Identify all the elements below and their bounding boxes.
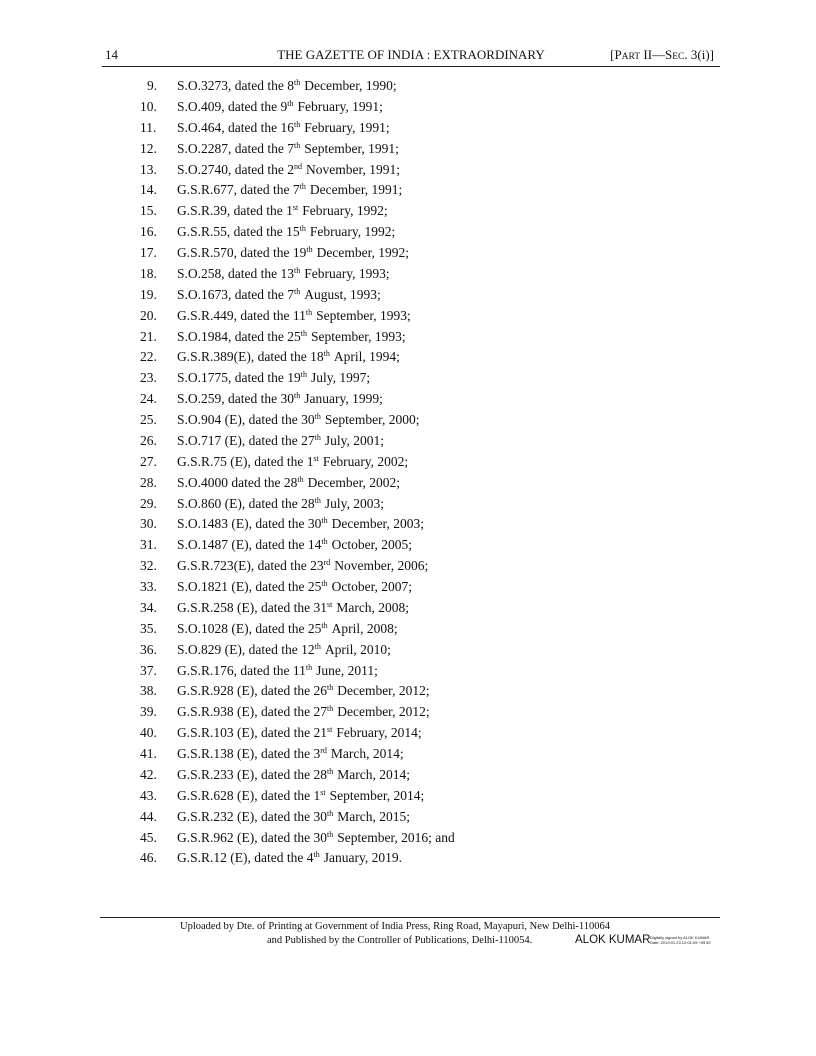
item-date: December, 1990;	[304, 78, 397, 93]
page-header	[102, 44, 720, 67]
item-reference: S.O.1028 (E), dated the 25	[177, 620, 322, 636]
item-reference: S.O.860 (E), dated the 28	[177, 495, 315, 511]
digital-signature-name: ALOK KUMAR	[575, 934, 651, 946]
item-date: August, 1993;	[304, 286, 381, 302]
list-item	[140, 681, 455, 702]
item-reference: G.S.R.928 (E), dated the 26	[177, 683, 327, 699]
item-number: 30.	[140, 516, 157, 532]
ordinal-suffix: th	[314, 412, 321, 421]
item-date: December, 2002;	[307, 474, 401, 490]
item-number: 9.	[147, 78, 158, 93]
item-reference: S.O.1483 (E), dated the 30	[177, 516, 322, 532]
ordinal-suffix: th	[326, 829, 334, 839]
item-date: July, 2001;	[324, 432, 384, 448]
list-item	[140, 180, 455, 201]
ordinal-suffix: th	[287, 98, 294, 108]
item-reference: S.O.2287, dated the 7	[177, 140, 294, 156]
item-date: September, 2000;	[324, 412, 420, 427]
item-number: 41.	[140, 746, 157, 761]
item-reference: G.S.R.258 (E), dated the 31	[177, 599, 327, 615]
item-reference: G.S.R.176, dated the 11	[177, 662, 306, 678]
item-date: December, 2003;	[331, 516, 425, 532]
item-date: September, 2014;	[329, 787, 425, 803]
item-date: April, 2010;	[324, 641, 391, 657]
list-item	[140, 598, 455, 619]
list-item	[140, 765, 455, 786]
item-date: December, 1991;	[309, 182, 403, 198]
item-number: 26.	[140, 432, 157, 448]
list-item	[140, 494, 455, 515]
item-date: September, 1991;	[304, 140, 399, 156]
ordinal-suffix: th	[300, 328, 307, 338]
item-number: 20.	[140, 307, 157, 323]
item-reference: S.O.259, dated the 30	[177, 391, 294, 407]
item-date: March, 2014;	[337, 766, 410, 782]
item-number: 16.	[140, 224, 157, 240]
ordinal-suffix: th	[326, 683, 334, 693]
list-item	[140, 577, 455, 598]
item-reference: S.O.1821 (E), dated the 25	[177, 579, 322, 594]
list-item	[140, 118, 455, 139]
item-reference: S.O.409, dated the 9	[177, 98, 288, 114]
ordinal-suffix: th	[294, 391, 301, 401]
item-reference: S.O.829 (E), dated the 12	[177, 641, 315, 657]
item-number: 39.	[140, 704, 157, 720]
item-date: March, 2008;	[336, 599, 410, 615]
ordinal-suffix: th	[297, 474, 304, 484]
page-number: 14	[105, 47, 118, 62]
footer-line-1: Uploaded by Dte. of Printing at Government of India Press, Ring Road, Mayapuri, New Delhi-110064	[180, 921, 611, 932]
list-item	[140, 807, 455, 828]
list-item	[140, 828, 455, 849]
item-number: 31.	[140, 537, 157, 553]
item-date: January, 1999;	[304, 391, 383, 407]
item-reference: G.S.R.389(E), dated the 18	[177, 349, 324, 365]
item-number: 43.	[140, 787, 157, 803]
ordinal-suffix: th	[326, 766, 334, 776]
list-item	[140, 243, 455, 264]
ordinal-suffix: th	[321, 537, 328, 547]
ordinal-suffix: th	[305, 662, 313, 672]
footer-divider	[100, 917, 720, 918]
item-number: 38.	[140, 683, 157, 699]
ordinal-suffix: th	[321, 579, 328, 588]
ordinal-suffix: th	[294, 286, 301, 296]
ordinal-suffix: rd	[323, 558, 331, 568]
list-item	[140, 201, 455, 222]
item-reference: G.S.R.75 (E), dated the 1	[177, 453, 314, 469]
ordinal-suffix: th	[314, 641, 321, 651]
ordinal-suffix: th	[306, 245, 313, 254]
list-item	[140, 619, 455, 640]
ordinal-suffix: th	[321, 516, 328, 526]
item-date: January, 2019.	[323, 850, 402, 866]
item-date: February, 1993;	[304, 265, 390, 281]
ordinal-suffix: th	[314, 432, 321, 442]
item-date: February, 1991;	[304, 119, 390, 135]
item-date: February, 1992;	[309, 224, 396, 240]
item-date: February, 2002;	[322, 453, 409, 469]
list-item	[140, 640, 455, 661]
ordinal-suffix: th	[299, 224, 306, 234]
digital-signature-detail: Digitally signed by ALOK KUMAR Date: 2019.01.23 12:01:09 +05'30'	[650, 935, 712, 945]
list-item	[140, 327, 455, 348]
list-item	[140, 76, 455, 97]
item-number: 45.	[140, 829, 157, 845]
item-reference: G.S.R.55, dated the 15	[177, 224, 300, 240]
ordinal-suffix: th	[305, 307, 313, 317]
list-item	[140, 452, 455, 473]
item-number: 18.	[140, 265, 157, 281]
ordinal-suffix: th	[313, 850, 320, 860]
ordinal-suffix: th	[294, 119, 301, 129]
item-date: November, 1991;	[306, 161, 400, 177]
ordinal-suffix: st	[313, 453, 319, 463]
item-number: 34.	[140, 599, 157, 615]
item-date: March, 2015;	[337, 808, 410, 824]
item-date: April, 2008;	[331, 620, 398, 636]
item-date: November, 2006;	[334, 558, 429, 574]
list-item	[140, 368, 455, 389]
item-date: December, 2012;	[337, 704, 430, 720]
ordinal-suffix: th	[326, 704, 334, 714]
item-number: 14.	[140, 182, 157, 198]
item-reference: S.O.3273, dated the 8	[177, 78, 294, 93]
gazette-title: THE GAZETTE OF INDIA : EXTRAORDINARY	[277, 47, 545, 62]
item-reference: G.S.R.12 (E), dated the 4	[177, 850, 314, 866]
list-item	[140, 535, 455, 556]
item-date: September, 1993;	[316, 307, 411, 323]
item-date: December, 2012;	[337, 683, 430, 699]
item-reference: S.O.4000 dated the 28	[177, 474, 298, 490]
ordinal-suffix: th	[326, 808, 334, 818]
ordinal-suffix: th	[314, 495, 321, 505]
item-reference: G.S.R.938 (E), dated the 27	[177, 704, 327, 720]
item-reference: S.O.1673, dated the 7	[177, 286, 294, 302]
list-item	[140, 139, 455, 160]
list-item	[140, 723, 455, 744]
item-number: 46.	[140, 850, 157, 866]
list-item	[140, 661, 455, 682]
list-item	[140, 744, 455, 765]
item-number: 35.	[140, 620, 157, 636]
item-number: 19.	[140, 286, 157, 302]
item-reference: G.S.R.570, dated the 19	[177, 245, 307, 260]
list-item	[140, 285, 455, 306]
ordinal-suffix: rd	[320, 746, 327, 755]
item-reference: G.S.R.103 (E), dated the 21	[177, 725, 327, 741]
item-number: 32.	[140, 558, 157, 574]
list-item	[140, 160, 455, 181]
item-reference: G.S.R.39, dated the 1	[177, 203, 293, 219]
item-number: 10.	[140, 98, 157, 114]
ordinal-suffix: st	[320, 787, 326, 797]
item-reference: S.O.904 (E), dated the 30	[177, 412, 315, 427]
item-number: 12.	[140, 140, 157, 156]
list-item	[140, 556, 455, 577]
item-reference: S.O.1775, dated the 19	[177, 370, 301, 386]
item-number: 21.	[140, 328, 157, 344]
item-reference: S.O.1984, dated the 25	[177, 328, 301, 344]
item-date: July, 1997;	[310, 370, 371, 386]
list-item	[140, 786, 455, 807]
ordinal-suffix: th	[294, 265, 301, 275]
item-number: 40.	[140, 725, 157, 741]
item-date: March, 2014;	[330, 746, 404, 761]
item-date: June, 2011;	[316, 662, 378, 678]
ordinal-suffix: nd	[294, 161, 302, 171]
list-item	[140, 222, 455, 243]
ordinal-suffix: th	[300, 370, 307, 380]
item-number: 42.	[140, 766, 157, 782]
list-item	[140, 347, 455, 368]
item-date: September, 1993;	[310, 328, 406, 344]
list-item	[140, 97, 455, 118]
item-number: 36.	[140, 641, 157, 657]
ordinal-suffix: st	[326, 725, 333, 735]
list-item	[140, 473, 455, 494]
ordinal-suffix: th	[294, 140, 301, 150]
item-number: 17.	[140, 245, 157, 260]
item-reference: S.O.1487 (E), dated the 14	[177, 537, 322, 553]
item-reference: S.O.717 (E), dated the 27	[177, 432, 315, 448]
item-number: 44.	[140, 808, 157, 824]
item-number: 29.	[140, 495, 157, 511]
part-section-label: [PART II—SEC. 3(i)]	[610, 47, 714, 62]
item-number: 28.	[140, 474, 157, 490]
list-item	[140, 848, 455, 869]
item-number: 23.	[140, 370, 157, 386]
ordinal-suffix: st	[292, 203, 299, 213]
item-number: 27.	[140, 453, 157, 469]
list-item	[140, 431, 455, 452]
item-number: 37.	[140, 662, 157, 678]
item-number: 15.	[140, 203, 157, 219]
item-reference: G.S.R.233 (E), dated the 28	[177, 766, 327, 782]
list-item	[140, 410, 455, 431]
notification-list	[140, 76, 455, 869]
ordinal-suffix: th	[323, 349, 330, 359]
list-item	[140, 389, 455, 410]
list-item	[140, 514, 455, 535]
item-date: July, 2003;	[324, 495, 384, 511]
ordinal-suffix: th	[321, 620, 328, 630]
item-date: September, 2016; and	[337, 829, 455, 845]
list-item	[140, 264, 455, 285]
item-date: December, 1992;	[316, 245, 410, 260]
list-item	[140, 702, 455, 723]
item-date: February, 1991;	[297, 98, 383, 114]
item-date: February, 1992;	[302, 203, 388, 219]
item-number: 11.	[140, 119, 157, 135]
item-number: 24.	[140, 391, 157, 407]
item-number: 22.	[140, 349, 157, 365]
item-date: October, 2007;	[331, 579, 413, 594]
item-date: April, 1994;	[333, 349, 400, 365]
item-number: 25.	[140, 412, 157, 427]
item-reference: S.O.258, dated the 13	[177, 265, 294, 281]
item-reference: G.S.R.628 (E), dated the 1	[177, 787, 321, 803]
item-reference: G.S.R.232 (E), dated the 30	[177, 808, 327, 824]
item-reference: S.O.464, dated the 16	[177, 119, 294, 135]
item-reference: G.S.R.449, dated the 11	[177, 307, 306, 323]
ordinal-suffix: st	[326, 599, 333, 609]
item-reference: G.S.R.138 (E), dated the 3	[177, 746, 321, 761]
ordinal-suffix: th	[294, 78, 301, 87]
footer-line-2: and Published by the Controller of Publications, Delhi-110054.	[267, 935, 533, 946]
item-reference: G.S.R.677, dated the 7	[177, 182, 300, 198]
item-reference: G.S.R.962 (E), dated the 30	[177, 829, 327, 845]
item-number: 33.	[140, 579, 157, 594]
item-number: 13.	[140, 161, 157, 177]
ordinal-suffix: th	[299, 182, 306, 192]
item-reference: S.O.2740, dated the 2	[177, 161, 294, 177]
item-date: February, 2014;	[336, 725, 422, 741]
item-reference: G.S.R.723(E), dated the 23	[177, 558, 324, 574]
list-item	[140, 306, 455, 327]
item-date: October, 2005;	[331, 537, 413, 553]
